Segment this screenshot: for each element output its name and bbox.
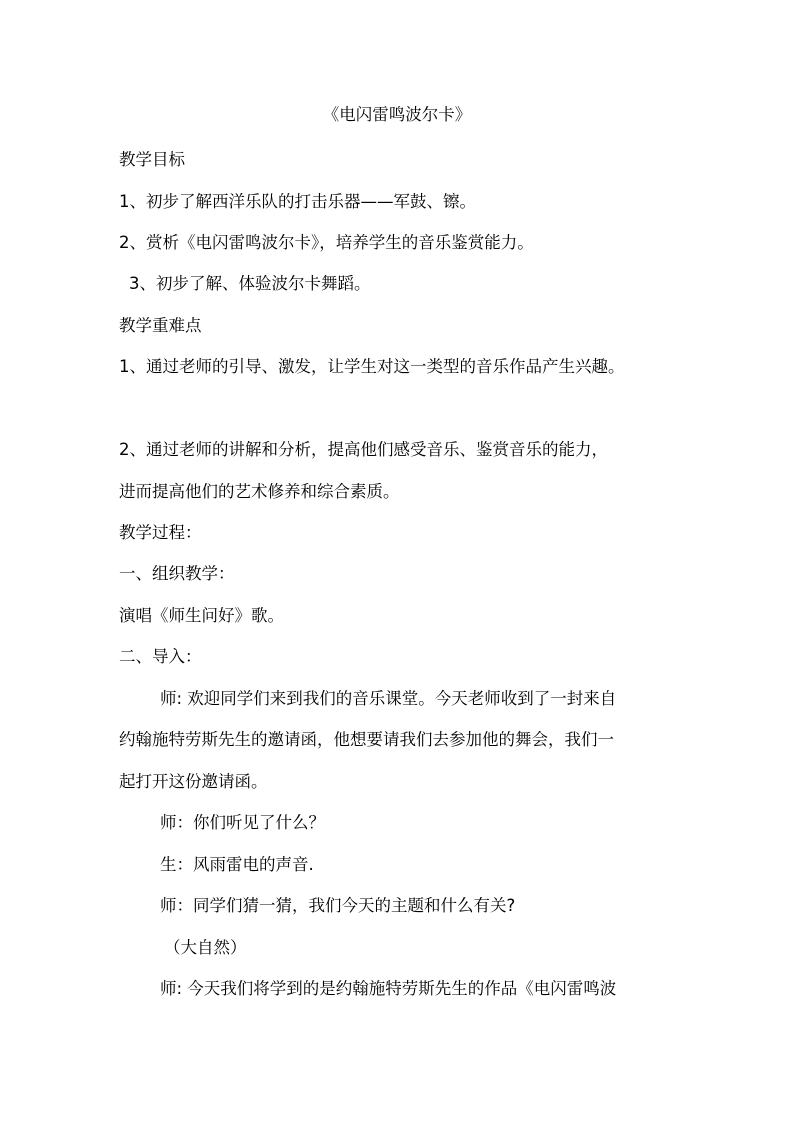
goal-item-3: 3、初步了解、体验波尔卡舞蹈。 <box>129 274 371 293</box>
paragraph-1-line-3: 起打开这份邀请函。 <box>119 772 268 791</box>
step-heading-1: 一、组织教学： <box>119 564 235 583</box>
section-heading-process: 教学过程： <box>119 523 202 542</box>
dialog-line-3: 师：同学们猜一猜，我们今天的主题和什么有关? <box>160 896 516 915</box>
step-1-text: 演唱《师生问好》歌。 <box>119 606 284 625</box>
key-point-1: 1、通过老师的引导、激发，让学生对这一类型的音乐作品产生兴趣。 <box>119 357 625 376</box>
document-title: 《电闪雷鸣波尔卡》 <box>322 105 472 124</box>
paragraph-1-line-1: 师: 欢迎同学们来到我们的音乐课堂。今天老师收到了一封来自 <box>160 689 617 708</box>
goal-item-1: 1、初步了解西洋乐队的打击乐器——军鼓、镲。 <box>119 192 476 211</box>
dialog-line-5: 师: 今天我们将学到的是约翰施特劳斯先生的作品《电闪雷鸣波 <box>160 979 617 998</box>
dialog-line-2: 生：风雨雷电的声音. <box>160 855 314 874</box>
section-heading-goals: 教学目标 <box>119 150 185 169</box>
paragraph-1-line-2: 约翰施特劳斯先生的邀请函，他想要请我们去参加他的舞会，我们一 <box>119 730 614 749</box>
goal-item-2: 2、赏析《电闪雷鸣波尔卡》，培养学生的音乐鉴赏能力。 <box>119 233 534 252</box>
dialog-line-1: 师：你们听见了什么？ <box>160 813 325 832</box>
key-point-2-line-1: 2、通过老师的讲解和分析，提高他们感受音乐、鉴赏音乐的能力， <box>119 440 608 459</box>
step-heading-2: 二、导入： <box>119 647 202 666</box>
dialog-line-4: （大自然） <box>164 938 247 957</box>
key-point-2-line-2: 进而提高他们的艺术修养和综合素质。 <box>119 482 400 501</box>
section-heading-key-points: 教学重难点 <box>119 316 202 335</box>
